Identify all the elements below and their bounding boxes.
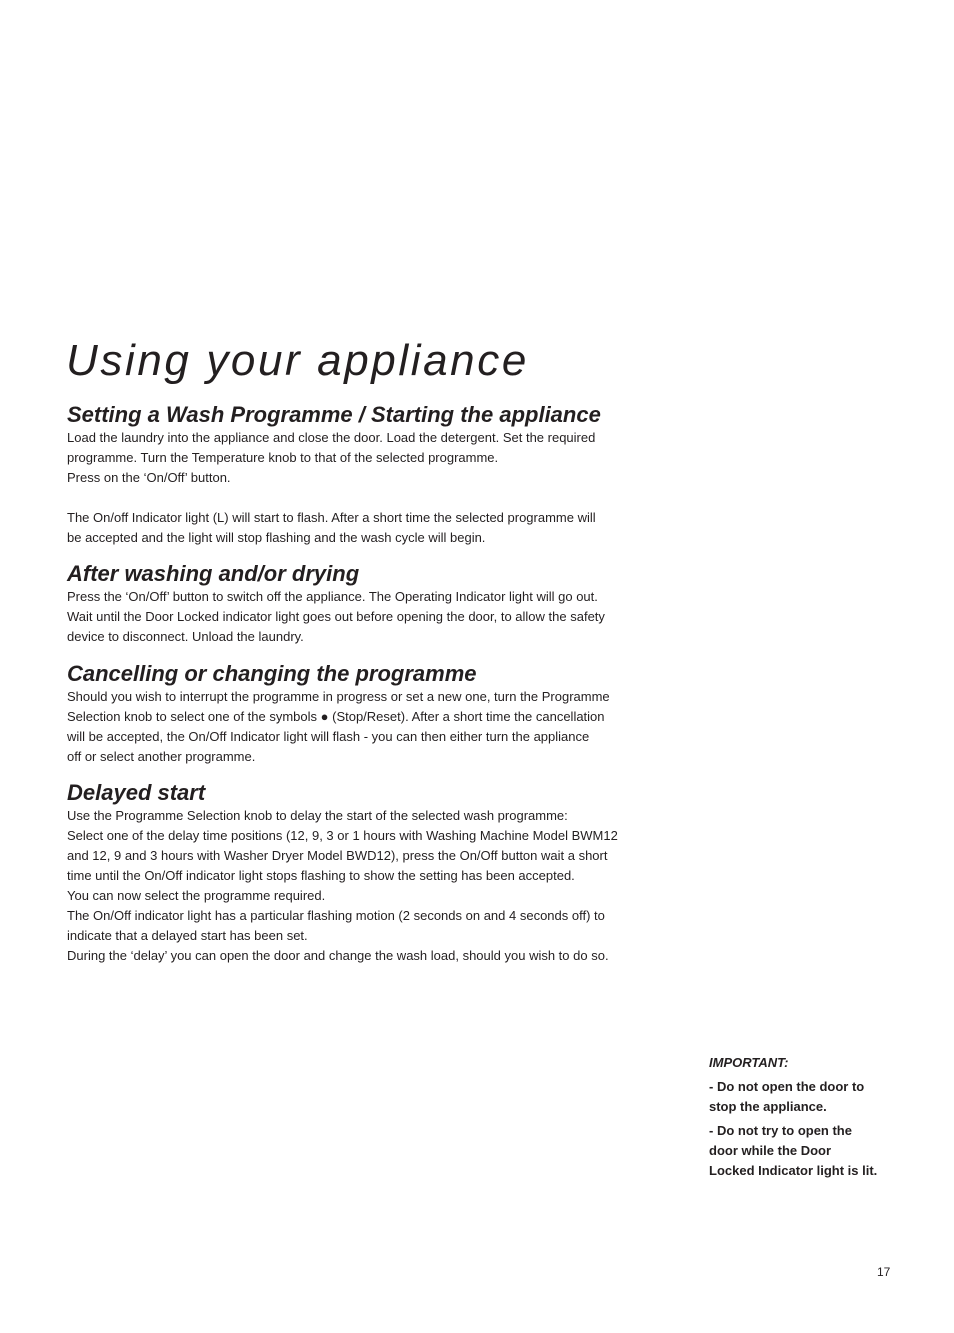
page-number: 17 xyxy=(877,1265,891,1279)
body-line: will be accepted, the On/Off Indicator light will flash - you can then either turn the appliance xyxy=(67,729,590,744)
warning-line: - Do not open the door to xyxy=(709,1079,865,1094)
warning-line: door while the Door xyxy=(709,1143,832,1158)
body-line: time until the On/Off indicator light stops flashing to show the setting has been accepted. xyxy=(67,868,575,883)
body-line: Should you wish to interrupt the programme in progress or set a new one, turn the Programme xyxy=(67,689,610,704)
body-line: The On/Off indicator light has a particular flashing motion (2 seconds on and 4 seconds off) to xyxy=(67,908,605,923)
body-line: Press on the ‘On/Off’ button. xyxy=(67,470,231,485)
section-heading: Cancelling or changing the programme xyxy=(67,661,477,686)
page-title: Using your appliance xyxy=(66,336,529,385)
important-label: IMPORTANT: xyxy=(709,1055,789,1070)
body-line: Load the laundry into the appliance and close the door. Load the detergent. Set the required xyxy=(67,430,596,445)
body-line: Selection knob to select one of the symbols ● (Stop/Reset). After a short time the cancellation xyxy=(67,709,605,724)
body-line: You can now select the programme required. xyxy=(67,888,326,903)
warning-line: - Do not try to open the xyxy=(709,1123,852,1138)
section-heading: Setting a Wash Programme / Starting the appliance xyxy=(67,402,601,427)
warning-line: Locked Indicator light is lit. xyxy=(709,1163,878,1178)
body-line: Use the Programme Selection knob to delay the start of the selected wash programme: xyxy=(67,808,568,823)
body-line: programme. Turn the Temperature knob to that of the selected programme. xyxy=(67,450,499,465)
warning-door-stop xyxy=(709,1077,899,1117)
body-line: Select one of the delay time positions (12, 9, 3 or 1 hours with Washing Machine Model BWM12 xyxy=(67,828,618,843)
section-setting-wash-programme xyxy=(67,401,657,548)
body-line: device to disconnect. Unload the laundry. xyxy=(67,629,304,644)
section-heading: Delayed start xyxy=(67,780,206,805)
section-heading: After washing and/or drying xyxy=(67,561,360,586)
section-after-washing xyxy=(67,560,657,647)
warning-line: stop the appliance. xyxy=(709,1099,827,1114)
body-line: indicate that a delayed start has been set. xyxy=(67,928,308,943)
body-line: off or select another programme. xyxy=(67,749,256,764)
section-cancelling-programme xyxy=(67,660,657,767)
body-line: and 12, 9 and 3 hours with Washer Dryer Model BWD12), press the On/Off button wait a short xyxy=(67,848,608,863)
section-delayed-start xyxy=(67,779,657,966)
body-line: be accepted and the light will stop flashing and the wash cycle will begin. xyxy=(67,530,486,545)
body-line: The On/off Indicator light (L) will start to flash. After a short time the selected programme will xyxy=(67,510,596,525)
body-line: Press the ‘On/Off’ button to switch off the appliance. The Operating Indicator light will go out. xyxy=(67,589,598,604)
warning-door-locked xyxy=(709,1121,899,1181)
paragraph-gap xyxy=(67,488,657,508)
important-sidenote xyxy=(709,1053,899,1185)
body-line: During the ‘delay’ you can open the door and change the wash load, should you wish to do so. xyxy=(67,948,609,963)
body-line: Wait until the Door Locked indicator light goes out before opening the door, to allow the safety xyxy=(67,609,605,624)
